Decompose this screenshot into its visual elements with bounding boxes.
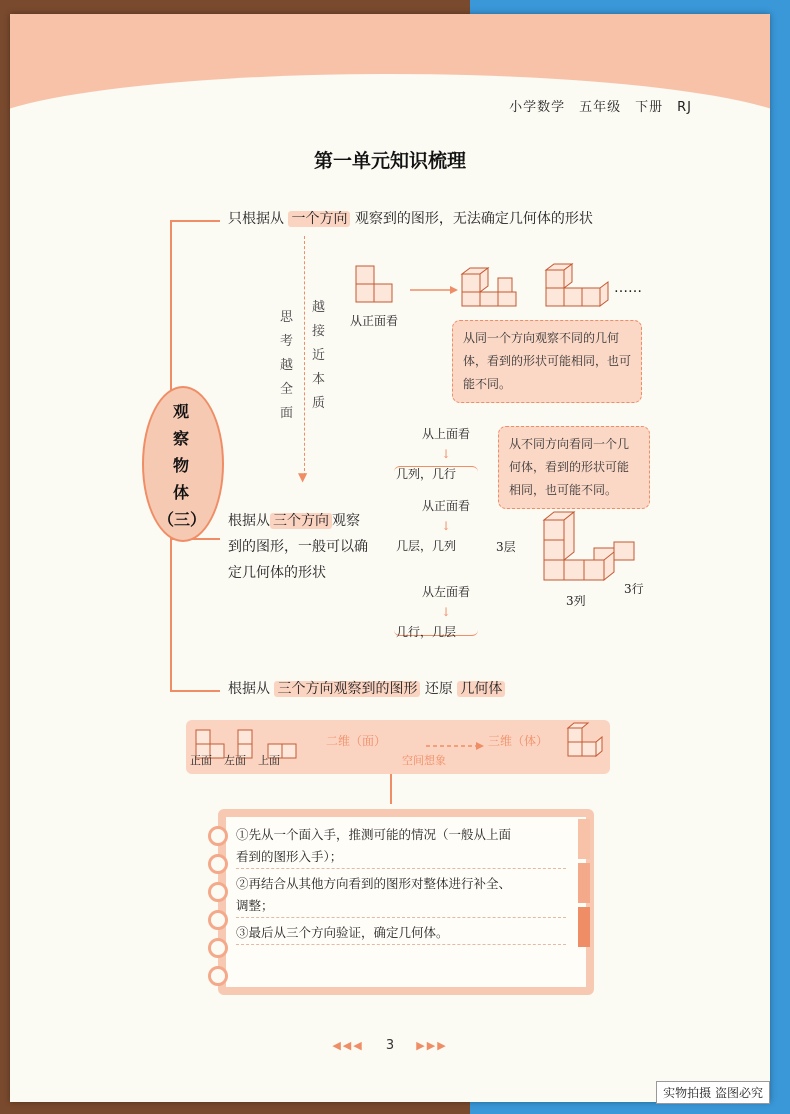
dim-rows: 3行 [624, 582, 644, 596]
topic-char: 物 [172, 456, 189, 475]
left-arrows-icon: ◀◀◀ [332, 1039, 364, 1052]
label-left: 左面 [224, 754, 246, 767]
topic-char: 观 [172, 402, 189, 421]
band-connector [390, 774, 392, 804]
branch-two-post: 观察 [332, 513, 360, 529]
branch-three-pre: 根据从 [228, 681, 270, 697]
view-top [396, 424, 496, 486]
view-dir: 从上面看 [421, 427, 470, 441]
note-same-direction: 从同一个方向观察不同的几何体，看到的形状可能相同，也可能不同。 [452, 320, 642, 403]
header-edition: RJ [677, 100, 692, 115]
band-arrow-label: 空间想象 [402, 754, 446, 767]
vertical-text-left: 思考越全面 [280, 310, 294, 421]
page-title: 第一单元知识梳理 [313, 150, 466, 172]
topic-char: 察 [172, 429, 189, 448]
connector-1 [170, 220, 220, 222]
branch-two-line3: 定几何体的形状 [228, 565, 326, 581]
step-line: ②再结合从其他方向看到的图形对整体进行补全、 [236, 876, 512, 891]
watermark: 实物拍摄 盗图必究 [656, 1081, 770, 1104]
band-from: 二维（面） [326, 734, 387, 748]
branch-two-line2: 到的图形，一般可以确 [228, 539, 368, 555]
tab-two [578, 863, 590, 903]
branch-two-text [228, 508, 368, 586]
view-left [396, 576, 496, 644]
vertical-text-right: 越接近本质 [312, 300, 326, 411]
step-item [236, 873, 566, 918]
tab-three [578, 907, 590, 947]
header-curve [10, 74, 770, 194]
label-top: 上面 [258, 754, 280, 767]
steps-list [236, 824, 566, 945]
book-page [10, 14, 770, 1102]
branch-three-tag2: 几何体 [457, 681, 505, 697]
branch-two-tag: 三个方向 [270, 513, 332, 529]
header-term: 下册 [635, 100, 664, 115]
band-solid [568, 723, 602, 756]
arrow-head-icon: ▼ [298, 470, 308, 484]
view-dir: 从正面看 [421, 499, 470, 513]
dim-cols: 3列 [566, 594, 586, 608]
tab-one [578, 819, 590, 859]
solid-two [546, 264, 608, 306]
solid-one [462, 268, 516, 306]
step-item [236, 922, 566, 945]
right-arrows-icon: ▶▶▶ [416, 1039, 448, 1052]
branch-one-pre: 只根据从 [228, 211, 284, 227]
view-result: 几层，几列 [396, 539, 457, 553]
front-view-grid [356, 266, 392, 302]
label-front: 正面 [190, 754, 212, 767]
ring-icon [208, 938, 228, 958]
branch-one-tag: 一个方向 [288, 211, 350, 227]
branch-one-post: 观察到的图形，无法确定几何体的形状 [354, 211, 593, 227]
views-list [396, 424, 496, 644]
down-arrow-icon: ↓ [440, 605, 452, 619]
page-footer [10, 1038, 770, 1053]
running-header [495, 96, 692, 115]
branch-three-mid: 还原 [424, 681, 453, 697]
down-arrow-icon: ↓ [440, 519, 452, 533]
view-result: 几行，几层 [396, 625, 457, 639]
note-different-direction: 从不同方向看同一个几何体，看到的形状可能相同，也可能不同。 [498, 426, 650, 509]
view-front [396, 486, 496, 576]
branch-two-pre: 根据从 [228, 513, 270, 529]
dim-layers: 3层 [496, 540, 516, 554]
header-grade: 五年级 [579, 100, 622, 115]
notebook-tabs [578, 819, 590, 979]
header-subject: 小学数学 [509, 100, 566, 115]
notebook-rings [208, 826, 228, 986]
ring-icon [208, 882, 228, 902]
ring-icon [208, 826, 228, 846]
ring-icon [208, 966, 228, 986]
topic-char: （三） [158, 510, 207, 529]
view-dir: 从左面看 [421, 585, 470, 599]
connector-3 [170, 690, 220, 692]
ring-icon [208, 910, 228, 930]
step-line: 看到的图形入手）； [236, 849, 343, 864]
step-line: ①先从一个面入手，推测可能的情况（一般从上面 [236, 827, 512, 842]
vertical-arrow [304, 236, 306, 476]
step-line: ③最后从三个方向验证，确定几何体。 [236, 925, 449, 940]
front-view-label: 从正面看 [350, 314, 399, 328]
band-to: 三维（体） [488, 734, 549, 748]
down-arrow-icon: ↓ [440, 447, 452, 461]
view-result: 几列，几行 [396, 467, 457, 481]
branch-three-text [228, 678, 505, 698]
page-number: 3 [385, 1038, 395, 1053]
topic-label [158, 398, 207, 533]
ring-icon [208, 854, 228, 874]
step-line: 调整； [236, 898, 274, 913]
branch-one-text [228, 208, 593, 228]
topic-char: 体 [172, 483, 189, 502]
ellipsis: …… [614, 280, 642, 296]
branch-three-tag1: 三个方向观察到的图形 [274, 681, 420, 697]
band-front-label [186, 752, 280, 768]
step-item [236, 824, 566, 869]
